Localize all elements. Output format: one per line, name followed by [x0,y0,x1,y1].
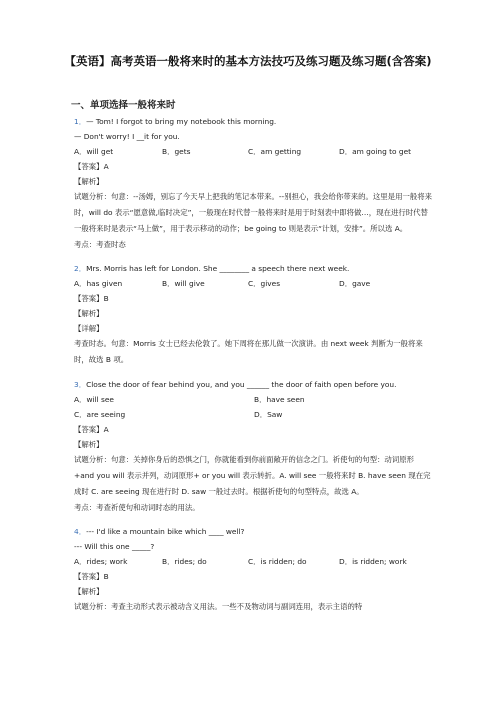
analysis-label: 【解析】 [74,309,104,318]
option-a: A．has given [74,279,123,288]
option-c: C．am getting [248,147,302,156]
option-row [74,144,434,159]
analysis-label: 【解析】 [74,177,104,186]
section-heading: 一、单项选择一般将来时 [71,100,176,111]
option-b: B．rides; do [162,557,207,566]
option-b: B．will give [162,279,205,288]
option-a: A．rides; work [74,557,128,566]
point-text: 考点：考查时态 [74,240,126,249]
question-number: 1． [74,117,87,126]
question-stem: 2．Mrs. Morris has left for London. She ________ a speech there next week. [74,264,350,273]
document-body [71,98,434,614]
question-stem: 4．--- I'd like a mountain bike which ____ well? [74,527,245,536]
option-c: C．is ridden; do [248,557,307,566]
question-number: 2． [74,264,87,273]
analysis-text: 试题分析：考查主动形式表示被动含义用法。一些不及物动词与副词连用，表示主语的特 [74,602,363,611]
option-d: D．Saw [254,410,283,419]
question-stem-line: --- Will this one _____? [74,542,155,551]
question-number: 3． [74,380,87,389]
point-text: 考点：考查祈使句和动词时态的用法。 [74,503,200,512]
option-row [74,392,434,407]
answer-label: 【答案】A [74,425,109,434]
option-row [74,554,434,569]
question-3 [74,377,434,515]
analysis-text: 试题分析：句意：--汤姆，别忘了今天早上把我的笔记本带来。--别担心，我会给你带来的。这里是用一般将来时，will do 表示“愿意做,临时决定”，一般现在时代替一般将来时是用于时刻表中即将做…，现在进行时代替一般将来时是表示“马上做”，用于表示移动的动作；be going to 则是表示“计划，安排”。所以选 A。 [74,192,433,233]
question-4 [74,524,434,614]
question-number: 4． [74,527,87,536]
option-c: C．are seeing [74,410,126,419]
option-d: D．gave [339,279,371,288]
option-d: D．is ridden; work [339,557,407,566]
question-1 [74,114,434,252]
question-stem-line: — Don't worry! I __it for you. [74,132,180,141]
analysis-text: 考查时态。句意：Morris 女士已经去伦敦了。她下周将在那儿做一次演讲。由 next week 判断为一般将来时，故选 B 项。 [74,339,423,364]
analysis-text: 试题分析：句意：关掉你身后的恐惧之门，你就能看到你前面敞开的信念之门。祈使句的句型：动词原形+and you will 表示并列，动词原形+ or you will 表示转折。A. will see 一般将来时 B. have seen 现在完成时 C. are seeing 现在进行时 D. saw 一般过去时。根据祈使句的句型特点，故选 A。 [74,455,431,496]
option-row [74,407,434,422]
option-b: B．gets [162,147,191,156]
option-a: A．will see [74,395,114,404]
analysis-label: 【解析】 [74,587,104,596]
option-c: C．gives [248,279,281,288]
option-b: B．have seen [254,395,305,404]
option-a: A．will get [74,147,114,156]
answer-label: 【答案】A [74,162,109,171]
answer-label: 【答案】B [74,294,109,303]
option-row [74,276,434,291]
question-stem: 1．— Tom! I forgot to bring my notebook this morning. [74,117,277,126]
analysis-label: 【解析】 [74,440,104,449]
option-d: D．am going to get [339,147,412,156]
detail-label: 【详解】 [74,324,104,333]
answer-label: 【答案】B [74,572,109,581]
question-2 [74,261,434,368]
page-title: 【英语】高考英语一般将来时的基本方法技巧及练习题及练习题(含答案) [64,54,432,68]
question-stem: 3．Close the door of fear behind you, and you ______ the door of faith open before you. [74,380,397,389]
